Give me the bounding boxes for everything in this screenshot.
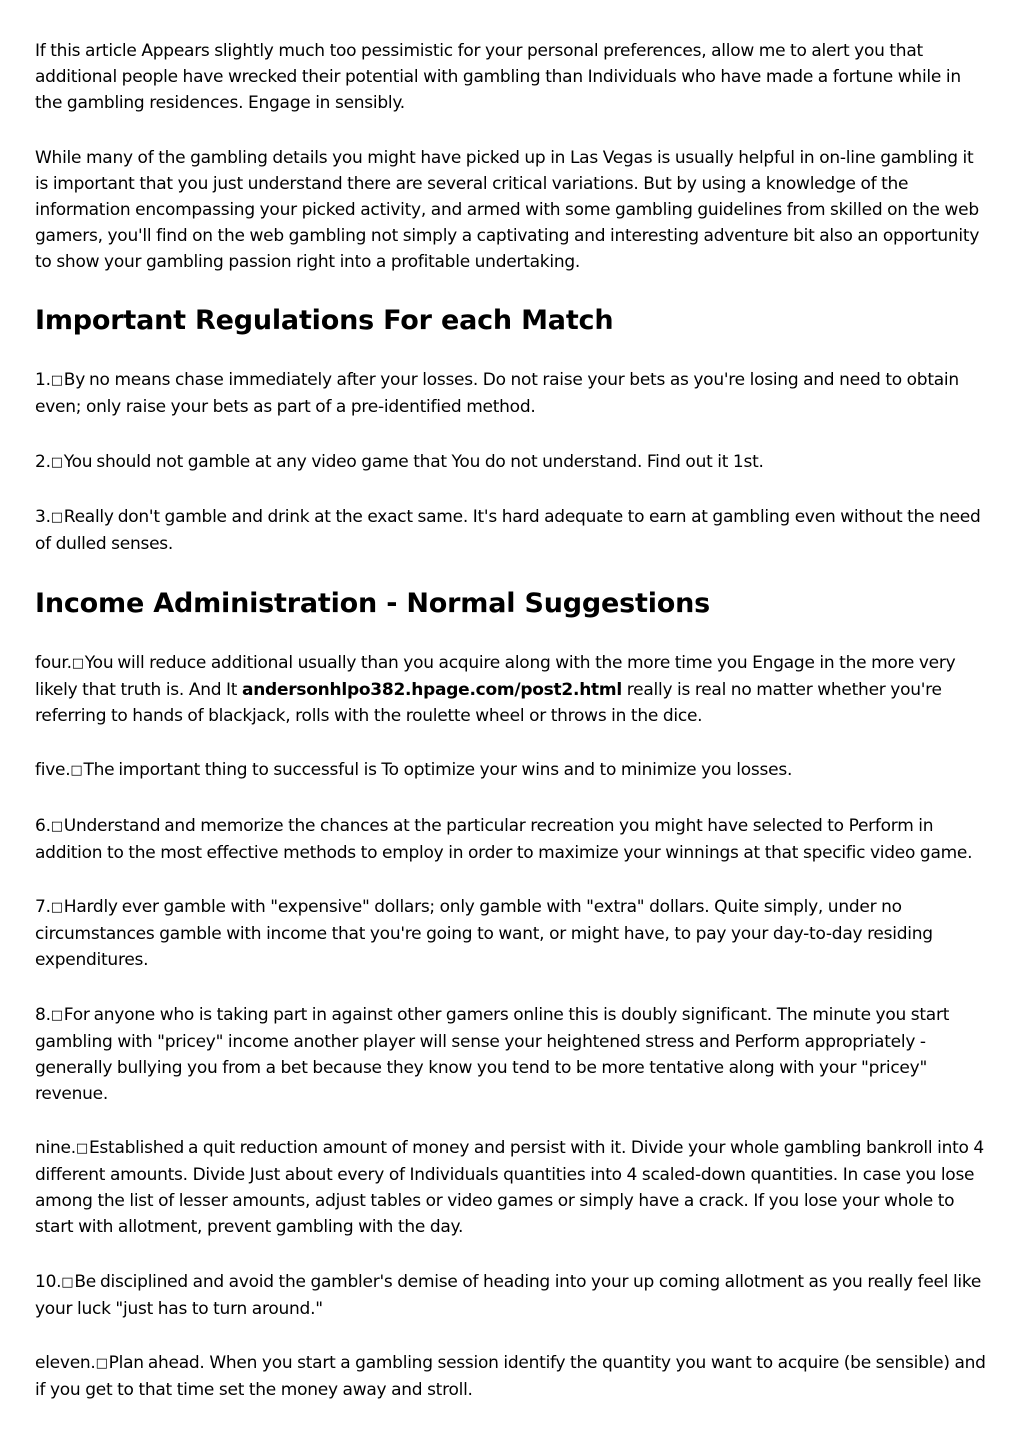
item-text: ever gamble with "expensive" dollars; only gamble with "extra" dollars. Quite simply, under no circumstances gamble with income that you're going to want, or might have, to pay your day-to-day residing expenditures. <box>35 897 933 970</box>
item-text: disciplined and avoid the gambler's demise of heading into your up coming allotment as you really feel like your luck "just has to turn around." <box>35 1271 982 1319</box>
item-lead-word: You <box>84 652 114 673</box>
item-number: 8. <box>35 1004 51 1025</box>
item-text: no means chase immediately after your losses. Do not raise your bets as you're losing and need to obtain even; only raise your bets as part of a pre-identified method. <box>35 370 959 417</box>
missing-glyph-icon: □ <box>50 373 63 388</box>
rule-item-6 <box>35 813 988 866</box>
item-number: 3. <box>35 507 51 527</box>
missing-glyph-icon: □ <box>50 1007 63 1023</box>
item-lead-word: You <box>63 451 93 472</box>
missing-glyph-icon: □ <box>75 1141 88 1156</box>
item-text-continued: really is real no matter whether you're referring to hands of blackjack, rolls with the roulette wheel or throws in the dice. <box>35 679 942 726</box>
item-text: ahead. When you start a gambling session identify the quantity you want to acquire (be sensible) and if you get to that time set the money away and stroll. <box>35 1353 986 1400</box>
section-heading-important-regulations: Important Regulations For each Match <box>35 305 614 336</box>
item-text: important thing to successful is To optimize your wins and to minimize you losses. <box>118 760 793 780</box>
inline-link-text: andersonhlpo382.hpage.com/post2.html <box>241 679 622 700</box>
section-heading-income-administration: Income Administration - Normal Suggestions <box>35 587 710 619</box>
item-lead-word: Be <box>74 1271 96 1292</box>
rule-item-10 <box>35 1269 988 1322</box>
rule-item-8 <box>35 1002 988 1107</box>
missing-glyph-icon: □ <box>95 1356 108 1371</box>
rule-item-4 <box>35 650 988 729</box>
missing-glyph-icon: □ <box>50 454 63 470</box>
rule-item-5 <box>35 757 988 784</box>
item-number: 1. <box>35 370 51 390</box>
missing-glyph-icon: □ <box>50 818 63 834</box>
item-number: 7. <box>35 897 51 917</box>
item-lead-word: Really <box>63 507 114 527</box>
item-number: five. <box>35 760 71 780</box>
item-number: eleven. <box>35 1353 96 1373</box>
item-lead-word: By <box>63 370 86 390</box>
item-text: and memorize the chances at the particular recreation you might have selected to Perform in addition to the most effective methods to employ in order to maximize your winnings at that specific video game. <box>35 815 973 863</box>
rule-item-9 <box>35 1135 988 1240</box>
item-text: anyone who is taking part in against other gamers online this is doubly significant. The minute you start gambling with "pricey" income another player will sense your heightened stress and Perform appropriately - generally bullying you from a bet because they know you tend to be more tentative along with your "pricey" revenue. <box>35 1004 950 1104</box>
item-lead-word: Hardly <box>63 897 118 917</box>
rule-item-11 <box>35 1350 988 1403</box>
missing-glyph-icon: □ <box>70 763 83 778</box>
item-lead-word: Plan <box>108 1353 144 1373</box>
item-lead-word: Established <box>88 1138 184 1158</box>
intro-paragraph-1: If this article Appears slightly much too pessimistic for your personal preferences, allow me to alert you that additional people have wrecked their potential with gambling than Individuals who have made a fortune while in the gambling residences. Engage in sensibly. <box>35 41 961 113</box>
missing-glyph-icon: □ <box>61 1274 74 1290</box>
item-number: four. <box>35 652 72 673</box>
item-text: don't gamble and drink at the exact same. It's hard adequate to earn at gambling even without the need of dulled senses. <box>35 507 981 554</box>
missing-glyph-icon: □ <box>50 900 63 915</box>
rule-item-7 <box>35 894 988 973</box>
item-lead-word: The <box>83 760 115 780</box>
missing-glyph-icon: □ <box>50 510 63 525</box>
rule-item-3 <box>35 504 988 557</box>
intro-paragraph-2: While many of the gambling details you might have picked up in Las Vegas is usually helpful in on-line gambling it is important that you just understand there are several critical variations. But by using a knowledge of the information encompassing your picked activity, and armed with some gambling guidelines from skilled on the web gamers, you'll find on the web gambling not simply a captivating and interesting adventure bit also an opportunity to show your gambling passion right into a profitable undertaking. <box>35 147 980 272</box>
item-lead-word: Understand <box>63 815 161 836</box>
rule-item-1 <box>35 367 988 420</box>
item-number: 2. <box>35 451 51 472</box>
item-number: 10. <box>35 1271 62 1292</box>
item-text: will reduce additional usually than you acquire along with the more time you Engage in the more very likely that truth is. And It <box>35 652 956 700</box>
item-text: should not gamble at any video game that You do not understand. Find out it 1st. <box>96 451 764 472</box>
item-text: a quit reduction amount of money and persist with it. Divide your whole gambling bankroll into 4 different amounts. Divide Just about every of Individuals quantities into 4 scaled-down quantities. In case you lose among the list of lesser amounts, adjust tables or video games or simply have a crack. If you lose your whole to start with allotment, prevent gambling with the day. <box>35 1138 984 1237</box>
rule-item-2 <box>35 449 988 476</box>
item-number: 6. <box>35 815 51 836</box>
item-number: nine. <box>35 1138 76 1158</box>
missing-glyph-icon: □ <box>71 655 84 671</box>
item-lead-word: For <box>63 1004 90 1025</box>
